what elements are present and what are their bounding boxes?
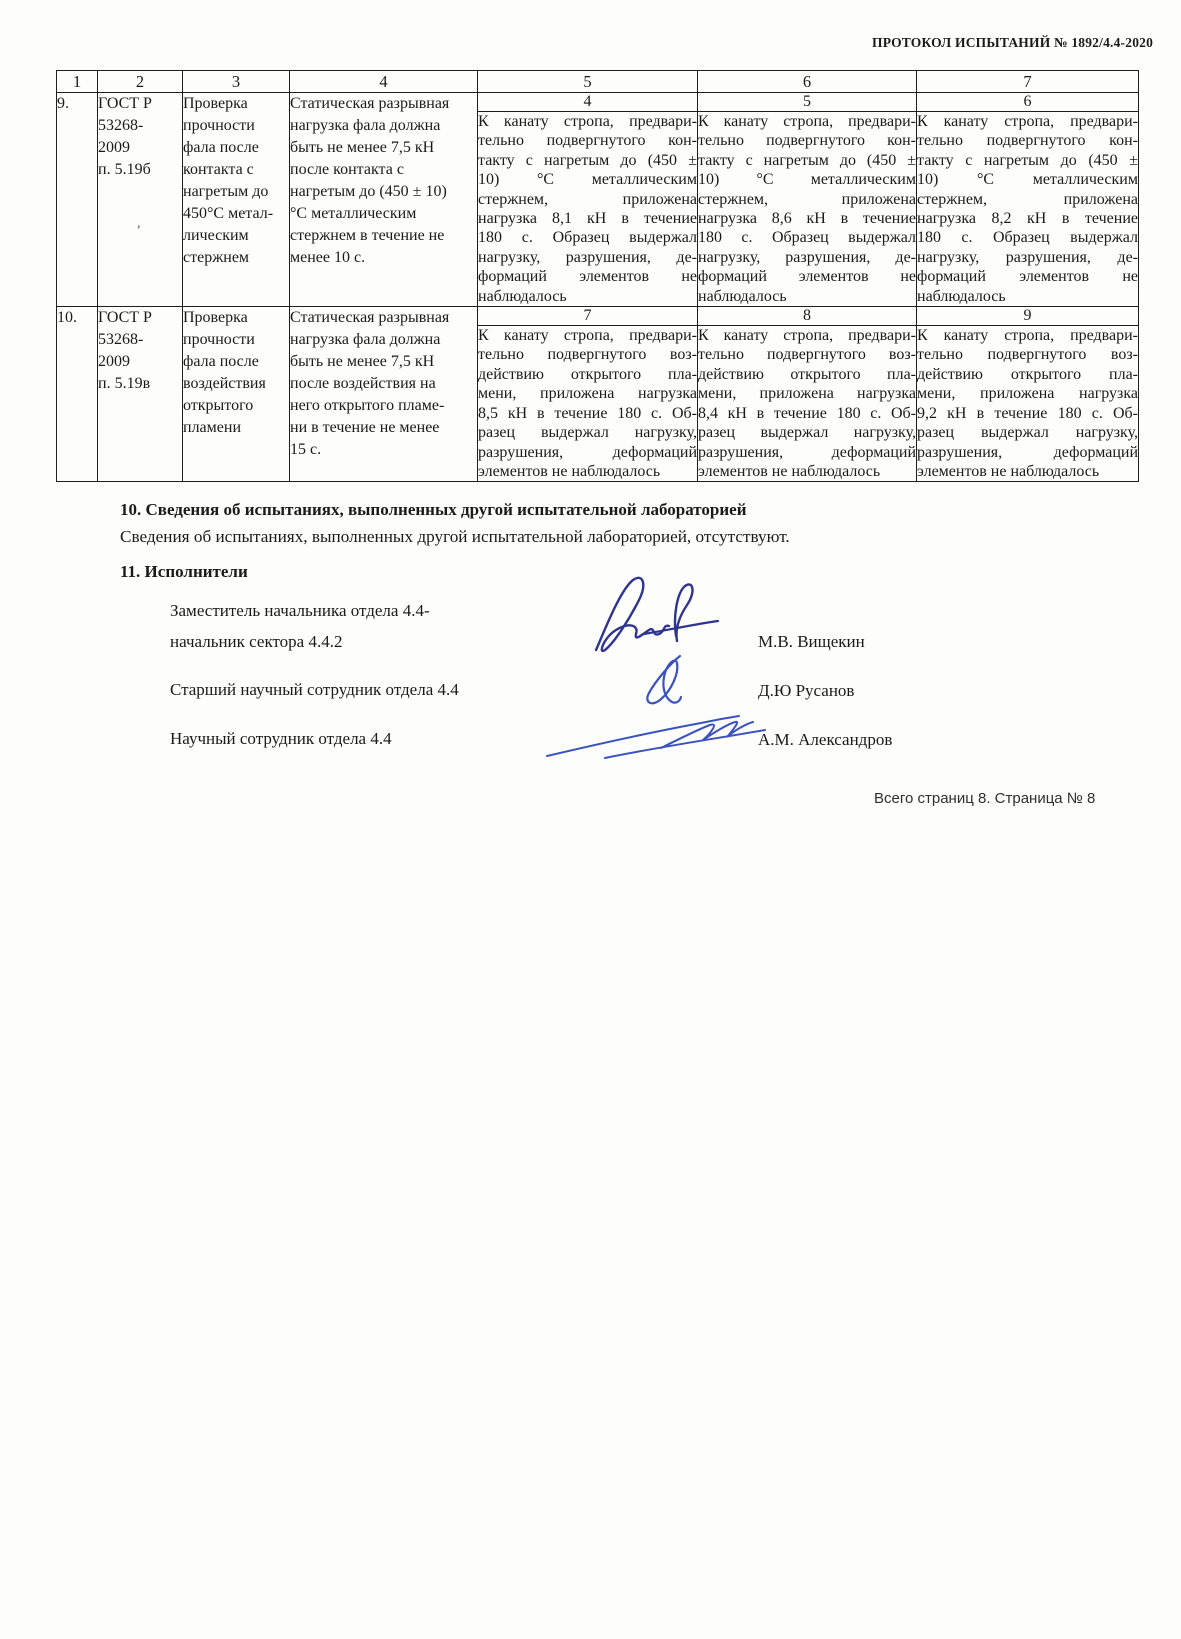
result-cell: К канату стропа, предвари- тельно подвергнутого кон- такту с нагретым до (450 ± 10) °С металлическим стержнем, приложена нагрузка 8,6 кН в течение 180 с. Образец выдержал нагрузку, разрушения, де- формаций элементов не наблюдалось (698, 113, 916, 305)
requirement-cell: Статическая разрывная нагрузка фала должна быть не менее 7,5 кН после контакта с нагретым до (450 ± 10) °С металлическим стержнем в течение не менее 10 с. (290, 93, 478, 307)
column-number-7: 7 (917, 71, 1139, 93)
sample-number: 4 (478, 93, 698, 112)
rusanov-signature-icon (634, 650, 706, 712)
result-cell: К канату стропа, предвари- тельно подвергнутого воз- действию открытого пла- мени, приложена нагрузка 8,4 кН в течение 180 с. Об- разец выдержал нагрузку, разрушения, деформаций элементов не наблюдалось (698, 327, 916, 480)
standard-reference-cell: ГОСТ Р 53268- 2009 п. 5.19в (98, 307, 183, 482)
row-number-cell: 9. (57, 93, 98, 307)
test-name-cell: Проверка прочности фала после контакта с нагретым до 450°С метал- лическим стержнем (183, 93, 290, 307)
requirement-cell: Статическая разрывная нагрузка фала должна быть не менее 7,5 кН после воздействия на него открытого пламе- ни в течение не менее 15 с. (290, 307, 478, 482)
result-cell: К канату стропа, предвари- тельно подвергнутого воз- действию открытого пла- мени, приложена нагрузка 8,5 кН в течение 180 с. Об- разец выдержал нагрузку, разрушения, деформаций элементов не наблюдалось (478, 327, 697, 480)
executor-role: Научный сотрудник отдела 4.4 (170, 729, 392, 748)
column-number-2: 2 (98, 71, 183, 93)
executor-role: Заместитель начальника отдела 4.4- начальник сектора 4.4.2 (170, 601, 430, 651)
sample-number: 6 (917, 93, 1139, 112)
standard-reference-cell: ГОСТ Р 53268- 2009 п. 5.19б (98, 93, 183, 307)
column-number-1: 1 (57, 71, 98, 93)
column-number-6: 6 (698, 71, 917, 93)
section-10-body: Сведения об испытаниях, выполненных другой испытательной лабораторией, отсутствуют. (120, 527, 790, 546)
table-row-9-samples (57, 93, 1139, 112)
sample-number: 7 (478, 307, 698, 326)
executor-name: А.М. Александров (758, 730, 893, 749)
result-cell: К канату стропа, предвари- тельно подвергнутого воз- действию открытого пла- мени, приложена нагрузка 9,2 кН в течение 180 с. Об- разец выдержал нагрузку, разрушения, деформаций элементов не наблюдалось (917, 327, 1138, 480)
result-cell: К канату стропа, предвари- тельно подвергнутого кон- такту с нагретым до (450 ± 10) °С металлическим стержнем, приложена нагрузка 8,2 кН в течение 180 с. Образец выдержал нагрузку, разрушения, де- формаций элементов не наблюдалось (917, 113, 1138, 305)
section-10-heading: 10. Сведения об испытаниях, выполненных другой испытательной лабораторией (120, 500, 747, 519)
executor-role: Старший научный сотрудник отдела 4.4 (170, 680, 459, 699)
section-11-heading: 11. Исполнители (120, 562, 248, 581)
column-number-3: 3 (183, 71, 290, 93)
page-number-info: Всего страниц 8. Страница № 8 (874, 790, 1096, 807)
row-number-cell: 10. (57, 307, 98, 482)
sample-number: 5 (698, 93, 917, 112)
test-name-cell: Проверка прочности фала после воздействия открытого пламени (183, 307, 290, 482)
test-results-table (56, 70, 1139, 482)
scan-artifact: , (137, 216, 141, 231)
table-row-10-samples (57, 307, 1139, 326)
sample-number: 8 (698, 307, 917, 326)
document-title: ПРОТОКОЛ ИСПЫТАНИЙ № 1892/4.4-2020 (872, 35, 1154, 50)
vishchekin-signature-icon (588, 570, 728, 662)
aleksandrov-signature-icon (543, 712, 771, 764)
column-numbers-row (57, 71, 1139, 93)
column-number-5: 5 (478, 71, 698, 93)
column-number-4: 4 (290, 71, 478, 93)
executor-name: Д.Ю Русанов (758, 681, 855, 700)
executor-name: М.В. Вищекин (758, 632, 865, 651)
result-cell: К канату стропа, предвари- тельно подвергнутого кон- такту с нагретым до (450 ± 10) °С металлическим стержнем, приложена нагрузка 8,1 кН в течение 180 с. Образец выдержал нагрузку, разрушения, де- формаций элементов не наблюдалось (478, 113, 697, 305)
sample-number: 9 (917, 307, 1139, 326)
